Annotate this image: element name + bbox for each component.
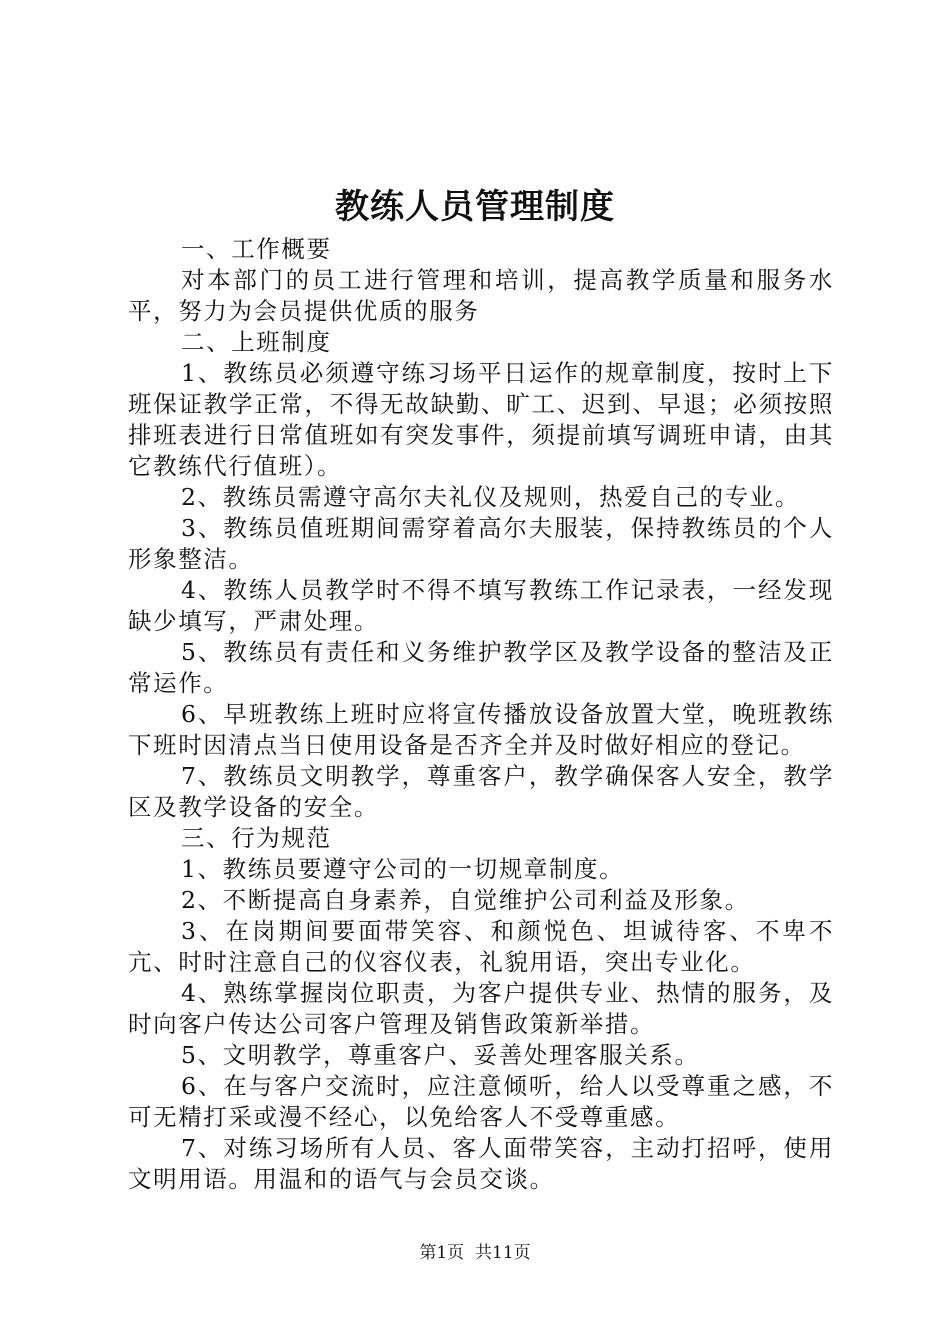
page-footer xyxy=(0,1242,950,1264)
paragraph: 4、熟练掌握岗位职责，为客户提供专业、热情的服务，及时向客户传达公司客户管理及销售政策新举措。 xyxy=(128,979,834,1038)
document-body xyxy=(128,234,834,1195)
section-heading-overview: 一、工作概要 xyxy=(181,235,332,263)
paragraph: 2、教练员需遵守高尔夫礼仪及规则，热爱自己的专业。 xyxy=(181,483,800,511)
paragraph: 6、在与客户交流时，应注意倾听，给人以受尊重之感，不可无精打采或漫不经心，以免给客人不受尊重感。 xyxy=(128,1072,834,1131)
paragraph: 1、教练员要遵守公司的一切规章制度。 xyxy=(181,855,625,883)
paragraph: 4、教练人员教学时不得不填写教练工作记录表，一经发现缺少填写，严肃处理。 xyxy=(128,576,834,635)
section-heading-conduct: 三、行为规范 xyxy=(181,824,332,852)
paragraph: 2、不断提高自身素养，自觉维护公司利益及形象。 xyxy=(181,886,750,914)
section-heading-work-rules: 二、上班制度 xyxy=(181,328,332,356)
page-number: 第1页 xyxy=(419,1243,465,1263)
paragraph: 3、教练员值班期间需穿着高尔夫服装，保持教练员的个人形象整洁。 xyxy=(128,514,834,573)
paragraph: 7、教练员文明教学，尊重客户，教学确保客人安全，教学区及教学设备的安全。 xyxy=(128,762,834,821)
page-title: 教练人员管理制度 xyxy=(335,187,615,227)
paragraph: 5、教练员有责任和义务维护教学区及教学设备的整洁及正常运作。 xyxy=(128,638,834,697)
paragraph: 3、在岗期间要面带笑容、和颜悦色、坦诚待客、不卑不亢、时时注意自己的仪容仪表，礼貌用语，突出专业化。 xyxy=(128,917,834,976)
paragraph: 对本部门的员工进行管理和培训，提高教学质量和服务水平，努力为会员提供优质的服务 xyxy=(128,266,834,325)
paragraph: 6、早班教练上班时应将宣传播放设备放置大堂，晚班教练下班时因清点当日使用设备是否齐全并及时做好相应的登记。 xyxy=(128,700,834,759)
page-total: 共11页 xyxy=(475,1243,531,1263)
paragraph: 1、教练员必须遵守练习场平日运作的规章制度，按时上下班保证教学正常，不得无故缺勤、旷工、迟到、早退；必须按照排班表进行日常值班如有突发事件，须提前填写调班申请，由其它教练代行值班）。 xyxy=(128,359,834,480)
paragraph: 7、对练习场所有人员、客人面带笑容，主动打招呼，使用文明用语。用温和的语气与会员交谈。 xyxy=(128,1134,834,1193)
paragraph: 5、文明教学，尊重客户、妥善处理客服关系。 xyxy=(181,1041,700,1069)
